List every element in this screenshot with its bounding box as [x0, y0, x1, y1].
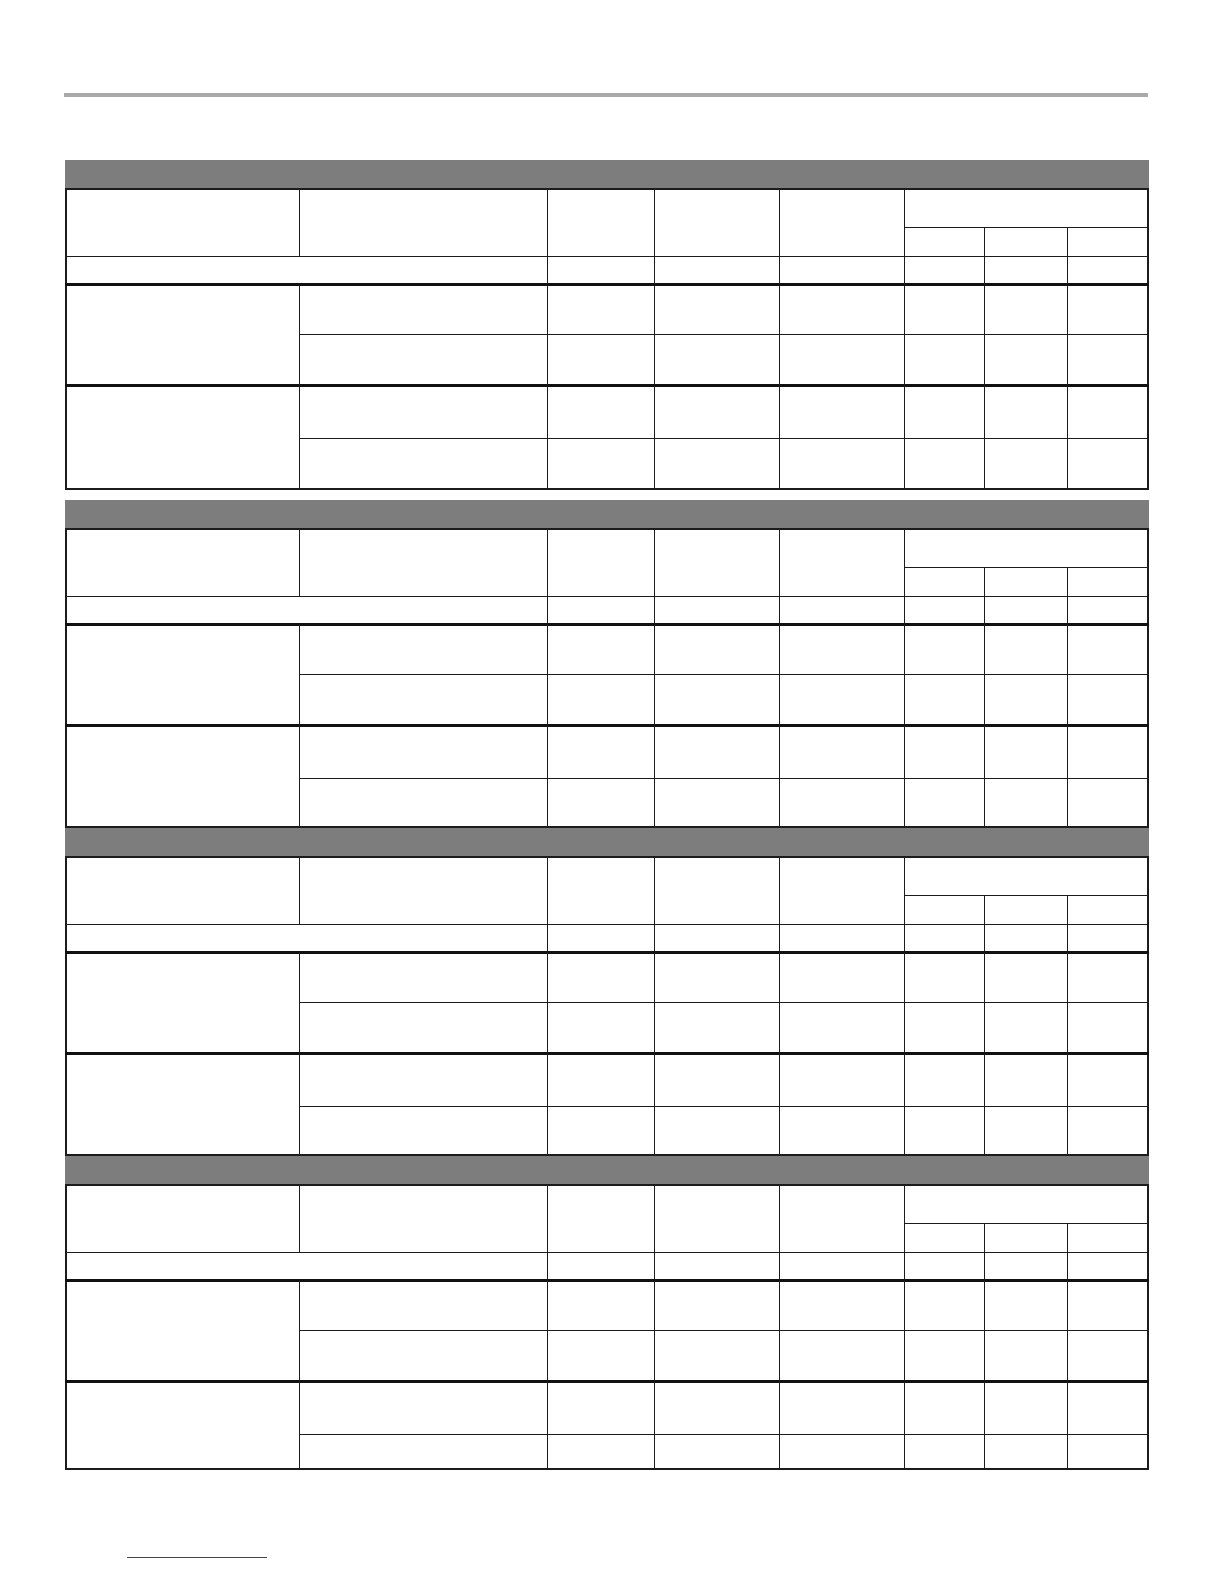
- header-subcell: [1067, 1223, 1149, 1252]
- subcol-divider: [984, 567, 985, 828]
- top-divider-rule: [64, 93, 1148, 97]
- subcol-divider: [984, 1223, 985, 1470]
- header-subcell: [984, 567, 1067, 596]
- row-label: [299, 624, 547, 674]
- header-subcell: [1067, 567, 1149, 596]
- form-section: [65, 160, 1149, 490]
- header-cell: [779, 858, 904, 924]
- form-section: [65, 1156, 1149, 1470]
- group-label: [65, 952, 299, 1052]
- header-cell: [299, 530, 547, 596]
- header-cell: [779, 1186, 904, 1252]
- header-cell: [547, 190, 654, 256]
- header-group-cell: [904, 530, 1149, 567]
- row-label: [299, 724, 547, 778]
- subcol-divider: [1067, 1223, 1068, 1470]
- form-section: [65, 500, 1149, 828]
- section-banner: [65, 500, 1149, 530]
- header-cell: [65, 190, 299, 256]
- header-subcell: [984, 895, 1067, 924]
- row-label: [299, 334, 547, 384]
- header-cell: [779, 530, 904, 596]
- footer-link[interactable]: [127, 1557, 267, 1558]
- header-subcell: [1067, 227, 1149, 256]
- header-cell: [547, 858, 654, 924]
- subcol-divider: [984, 227, 985, 488]
- header-group-cell: [904, 1186, 1149, 1223]
- header-subcell: [1067, 895, 1149, 924]
- group-label: [65, 284, 299, 384]
- row-label: [299, 952, 547, 1002]
- row-label: [299, 284, 547, 334]
- row-label: [299, 778, 547, 828]
- group-label: [65, 624, 299, 724]
- row-label: [299, 674, 547, 724]
- summary-label: [65, 596, 547, 624]
- header-group-cell: [904, 190, 1149, 227]
- header-subcell: [904, 895, 984, 924]
- group-label: [65, 384, 299, 488]
- header-cell: [779, 190, 904, 256]
- header-group-cell: [904, 858, 1149, 895]
- summary-label: [65, 256, 547, 284]
- header-subcell: [904, 227, 984, 256]
- header-cell: [654, 530, 779, 596]
- row-label: [299, 1330, 547, 1380]
- form-section: [65, 828, 1149, 1156]
- subcol-divider: [1067, 895, 1068, 1156]
- header-cell: [547, 530, 654, 596]
- group-label: [65, 1380, 299, 1470]
- header-cell: [299, 858, 547, 924]
- header-subcell: [984, 227, 1067, 256]
- summary-label: [65, 924, 547, 952]
- section-bottom-rule: [65, 488, 1149, 489]
- section-banner: [65, 160, 1149, 190]
- header-cell: [654, 190, 779, 256]
- header-cell: [654, 1186, 779, 1252]
- header-cell: [654, 858, 779, 924]
- header-subcell: [904, 567, 984, 596]
- header-cell: [65, 1186, 299, 1252]
- section-banner: [65, 1156, 1149, 1186]
- section-banner: [65, 828, 1149, 858]
- header-cell: [65, 858, 299, 924]
- row-label: [299, 1280, 547, 1330]
- group-label: [65, 1280, 299, 1380]
- header-subcell: [984, 1223, 1067, 1252]
- subcol-divider: [1067, 567, 1068, 828]
- summary-label: [65, 1252, 547, 1280]
- header-subcell: [904, 1223, 984, 1252]
- row-label: [299, 1106, 547, 1156]
- header-cell: [299, 190, 547, 256]
- row-label: [299, 1052, 547, 1106]
- row-label: [299, 1002, 547, 1052]
- row-label: [299, 1434, 547, 1470]
- row-label: [299, 438, 547, 488]
- group-label: [65, 1052, 299, 1156]
- header-cell: [547, 1186, 654, 1252]
- subcol-divider: [984, 895, 985, 1156]
- row-label: [299, 1380, 547, 1434]
- subcol-divider: [1067, 227, 1068, 488]
- header-cell: [299, 1186, 547, 1252]
- header-cell: [65, 530, 299, 596]
- row-label: [299, 384, 547, 438]
- group-label: [65, 724, 299, 828]
